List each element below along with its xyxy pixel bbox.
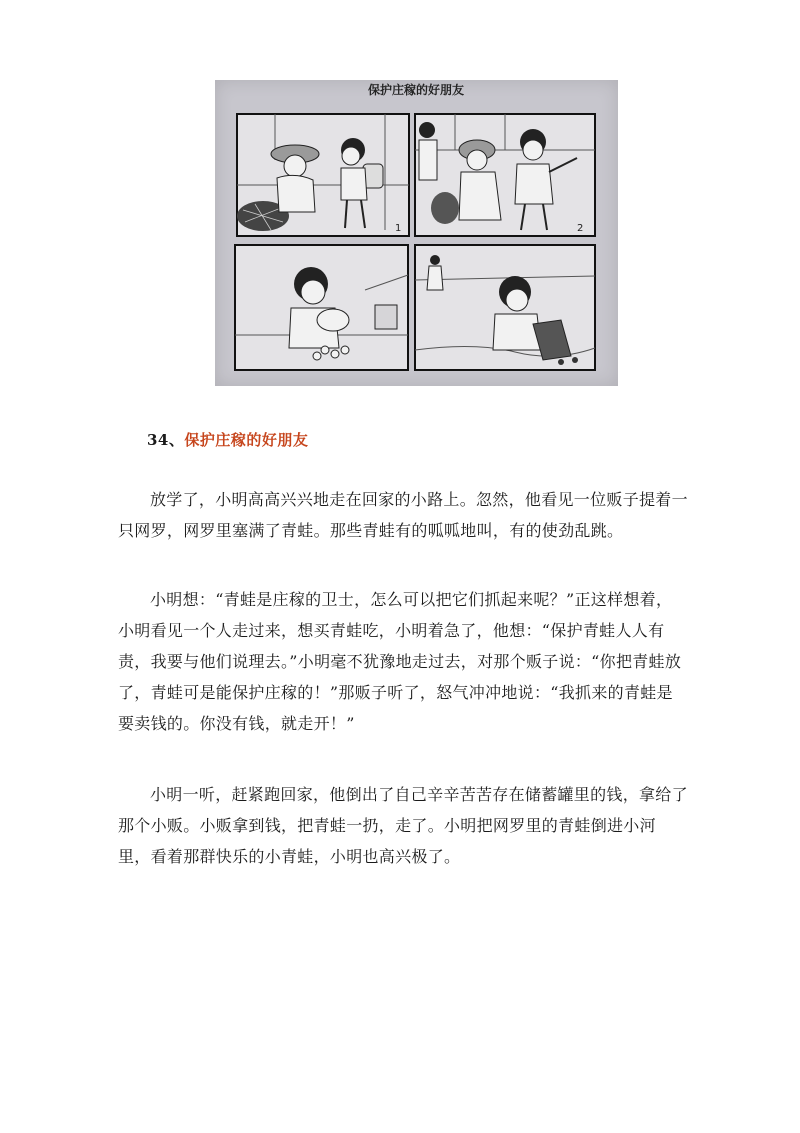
panel-number-1: 1 <box>395 223 402 234</box>
comic-panel-3 <box>235 245 408 370</box>
story-heading <box>147 429 308 450</box>
illustration-title: 保护庄稼的好朋友 <box>367 83 465 97</box>
story-paragraph-3: 小明一听，赶紧跑回家，他倒出了自己辛辛苦苦存在储蓄罐里的钱，拿给了那个小贩。小贩拿到钱，把青蛙一扔，走了。小明把网罗里的青蛙倒进小河里，看着那群快乐的小青蛙，小明也高兴极了。 <box>118 785 688 866</box>
story-paragraph-1: 放学了，小明高高兴兴地走在回家的小路上。忽然，他看见一位贩子提着一只网罗，网罗里塞满了青蛙。那些青蛙有的呱呱地叫，有的使劲乱跳。 <box>118 490 688 540</box>
panel-number-2: 2 <box>577 223 584 234</box>
comic-illustration <box>215 80 618 386</box>
comic-panel-2 <box>415 114 595 236</box>
comic-panel-1 <box>237 114 409 236</box>
story-paragraph-2: 小明想：“青蛙是庄稼的卫士，怎么可以把它们抓起来呢？”正这样想着，小明看见一个人走过来，想买青蛙吃，小明着急了，他想：“保护青蛙人人有责，我要与他们说理去。”小明毫不犹豫地走过去，对那个贩子说：“你把青蛙放了，青蛙可是能保护庄稼的！”那贩子听了，怒气冲冲地说：“我抓来的青蛙是要卖钱的。你没有钱，就走开！” <box>118 590 682 733</box>
comic-panel-4 <box>415 245 595 370</box>
story-title: 保护庄稼的好朋友 <box>184 431 309 449</box>
story-number: 34、 <box>147 431 185 449</box>
